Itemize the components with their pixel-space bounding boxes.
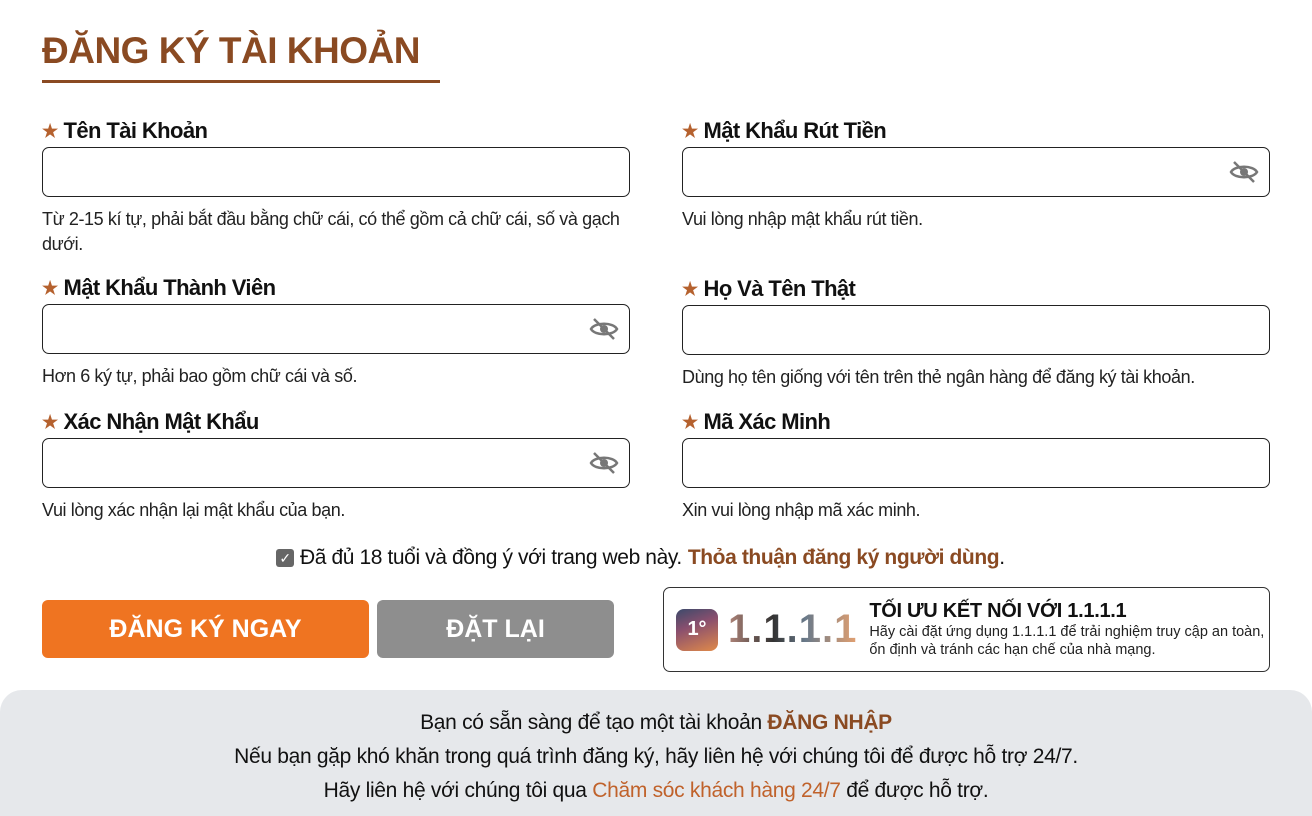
- eye-off-icon[interactable]: [589, 317, 619, 341]
- confirm-label: Xác Nhận Mật Khẩu: [63, 409, 259, 434]
- confirm-help: Vui lòng xác nhận lại mật khẩu của bạn.: [42, 500, 345, 520]
- agree-checkbox[interactable]: ✓: [276, 549, 294, 567]
- required-star-icon: ★: [42, 120, 58, 141]
- promo-number: 1.1.1.1: [728, 607, 858, 651]
- agree-text: Đã đủ 18 tuổi và đồng ý với trang web này.: [300, 546, 682, 569]
- fullname-input[interactable]: [683, 306, 1269, 354]
- withdraw-help: Vui lòng nhập mật khẩu rút tiền.: [682, 209, 923, 229]
- password-help: Hơn 6 ký tự, phải bao gồm chữ cái và số.: [42, 366, 358, 386]
- confirm-password-input[interactable]: [43, 439, 629, 487]
- captcha-input[interactable]: [683, 439, 1269, 487]
- user-agreement-link[interactable]: Thỏa thuận đăng ký người dùng: [687, 546, 1000, 569]
- footer-line2: Nếu bạn gặp khó khăn trong quá trình đăng ký, hãy liên hệ với chúng tôi để được hỗ trợ 24/7.: [234, 745, 1078, 768]
- password-label: Mật Khẩu Thành Viên: [63, 275, 276, 300]
- captcha-label: Mã Xác Minh: [703, 409, 831, 434]
- agreement: [276, 546, 1005, 570]
- username-input[interactable]: [43, 148, 629, 196]
- required-star-icon: ★: [682, 411, 698, 432]
- fullname-field: [682, 275, 1270, 390]
- fullname-label: Họ Và Tên Thật: [703, 276, 856, 301]
- required-star-icon: ★: [682, 278, 698, 299]
- register-button[interactable]: ĐĂNG KÝ NGAY: [42, 600, 369, 658]
- password-input[interactable]: [43, 305, 629, 353]
- footer-line1: Bạn có sẵn sàng để tạo một tài khoản: [420, 711, 762, 734]
- promo-1111-banner[interactable]: [663, 587, 1270, 672]
- captcha-help: Xin vui lòng nhập mã xác minh.: [682, 500, 921, 520]
- required-star-icon: ★: [42, 277, 58, 298]
- eye-off-icon[interactable]: [1229, 160, 1259, 184]
- confirm-field: [42, 408, 630, 523]
- eye-off-icon[interactable]: [589, 451, 619, 475]
- reset-button[interactable]: ĐẶT LẠI: [377, 600, 614, 658]
- withdraw-label: Mật Khẩu Rút Tiền: [703, 118, 887, 143]
- title-underline: [42, 80, 440, 83]
- promo-title: TỐI ƯU KẾT NỐI VỚI 1.1.1.1: [869, 600, 1127, 622]
- page-title: ĐĂNG KÝ TÀI KHOẢN: [42, 30, 420, 71]
- captcha-field: [682, 408, 1270, 523]
- required-star-icon: ★: [682, 120, 698, 141]
- footer-line3: Hãy liên hệ với chúng tôi qua: [323, 779, 587, 802]
- withdraw-password-input[interactable]: [683, 148, 1269, 196]
- footer-line3-end: để được hỗ trợ.: [846, 779, 989, 802]
- withdraw-field: [682, 117, 1270, 232]
- password-field: [42, 274, 630, 389]
- username-label: Tên Tài Khoản: [63, 118, 208, 143]
- customer-care-link[interactable]: Chăm sóc khách hàng 24/7: [592, 779, 841, 802]
- login-link[interactable]: ĐĂNG NHẬP: [767, 711, 892, 734]
- promo-desc-2: ổn định và tránh các hạn chế của nhà mạng.: [869, 642, 1156, 658]
- app-1111-icon: 1°: [676, 609, 718, 651]
- required-star-icon: ★: [42, 411, 58, 432]
- username-help: Từ 2-15 kí tự, phải bắt đầu bằng chữ cái, có thể gồm cả chữ cái, số và gạch dưới.: [42, 209, 620, 254]
- agree-end: .: [999, 546, 1005, 569]
- promo-desc-1: Hãy cài đặt ứng dụng 1.1.1.1 để trải nghiệm truy cập an toàn,: [869, 624, 1265, 640]
- fullname-help: Dùng họ tên giống với tên trên thẻ ngân hàng để đăng ký tài khoản.: [682, 367, 1195, 387]
- username-field: [42, 117, 630, 257]
- footer: [0, 690, 1312, 816]
